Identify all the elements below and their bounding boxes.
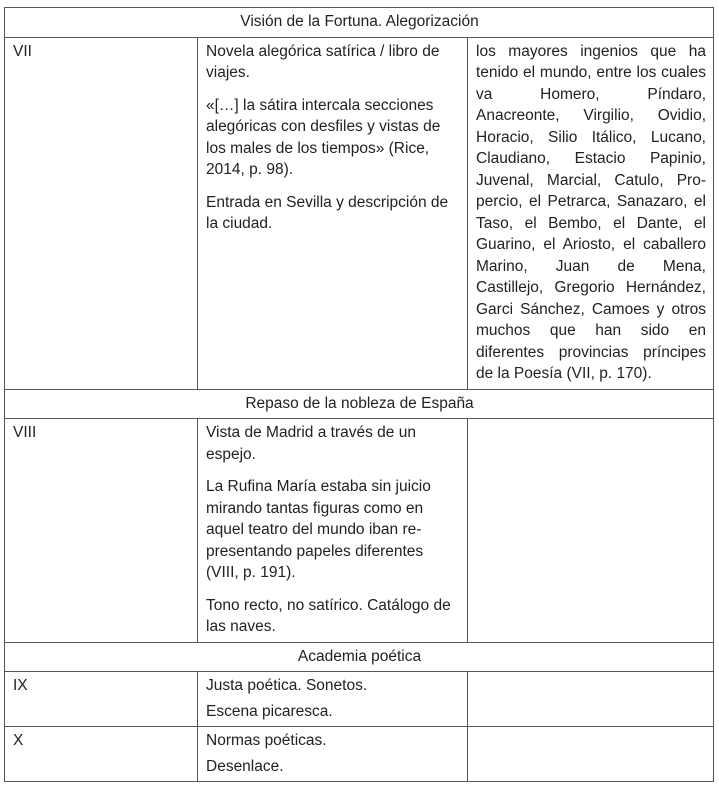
quote-cell	[468, 727, 714, 782]
summary-paragraph: Justa poética. Sonetos.	[206, 677, 368, 694]
content-table	[4, 7, 714, 782]
summary-paragraph: Desenlace.	[206, 757, 284, 775]
chapter-number: VII	[5, 37, 198, 389]
table-row	[5, 37, 714, 389]
chapter-number: IX	[5, 672, 198, 727]
section-title: Academia poética	[5, 642, 714, 672]
section-title: Repaso de la nobleza de España	[5, 389, 714, 419]
section-header-row	[5, 389, 714, 419]
chapter-number: X	[5, 727, 198, 782]
summary-paragraph: «[…] la sátira intercala secciones alegóricas con desfiles y vistas de los males de los tiempos» (Rice, 2014, p. 98).	[206, 96, 441, 178]
summary-paragraph: Tono recto, no satírico. Catálogo de las naves.	[206, 596, 451, 635]
quote-cell: los mayores ingenios que ha tenido el mundo, entre los cuales va Homero, Píndaro, Anacreonte, Virgilio, Ovidio, Horacio, Silio Itálico, Lucano, Claudiano, Estacio Papinio, Juvenal, Marcial, Catulo, Propercio, el Petrarca, Sanazaro, el Taso, el Bembo, el Dante, el Guarino, el Ariosto, el caballero Marino, Juan de Mena, Castillejo, Gregorio Hernández, Garci Sánchez, Camoes y otros muchos que han sido en diferentes provincias príncipes de la Poesía (VII, p. 170).	[468, 37, 714, 389]
section-title: Visión de la Fortuna. Alegorización	[5, 8, 714, 38]
summary-paragraph: Vista de Madrid a través de un espejo.	[206, 424, 416, 463]
summary-cell	[198, 672, 468, 727]
table-row	[5, 727, 714, 782]
quote-cell	[468, 672, 714, 727]
summary-cell	[198, 37, 468, 389]
summary-paragraph: Novela alegórica satírica / libro de viajes.	[206, 42, 440, 81]
table-row	[5, 672, 714, 727]
quote-cell	[468, 419, 714, 643]
section-header-row	[5, 642, 714, 672]
summary-paragraph: Escena picaresca.	[206, 702, 333, 720]
section-header-row	[5, 8, 714, 38]
summary-paragraph: La Rufina María estaba sin juicio mirando tantas figuras como en aquel teatro del mundo iban representando papeles diferentes (VIII, p. 191).	[206, 478, 431, 581]
summary-paragraph: Normas poéticas.	[206, 732, 327, 749]
summary-paragraph: Entrada en Sevilla y descripción de la ciudad.	[206, 193, 449, 232]
summary-cell	[198, 419, 468, 643]
summary-cell	[198, 727, 468, 782]
chapter-number: VIII	[5, 419, 198, 643]
table-row	[5, 419, 714, 643]
